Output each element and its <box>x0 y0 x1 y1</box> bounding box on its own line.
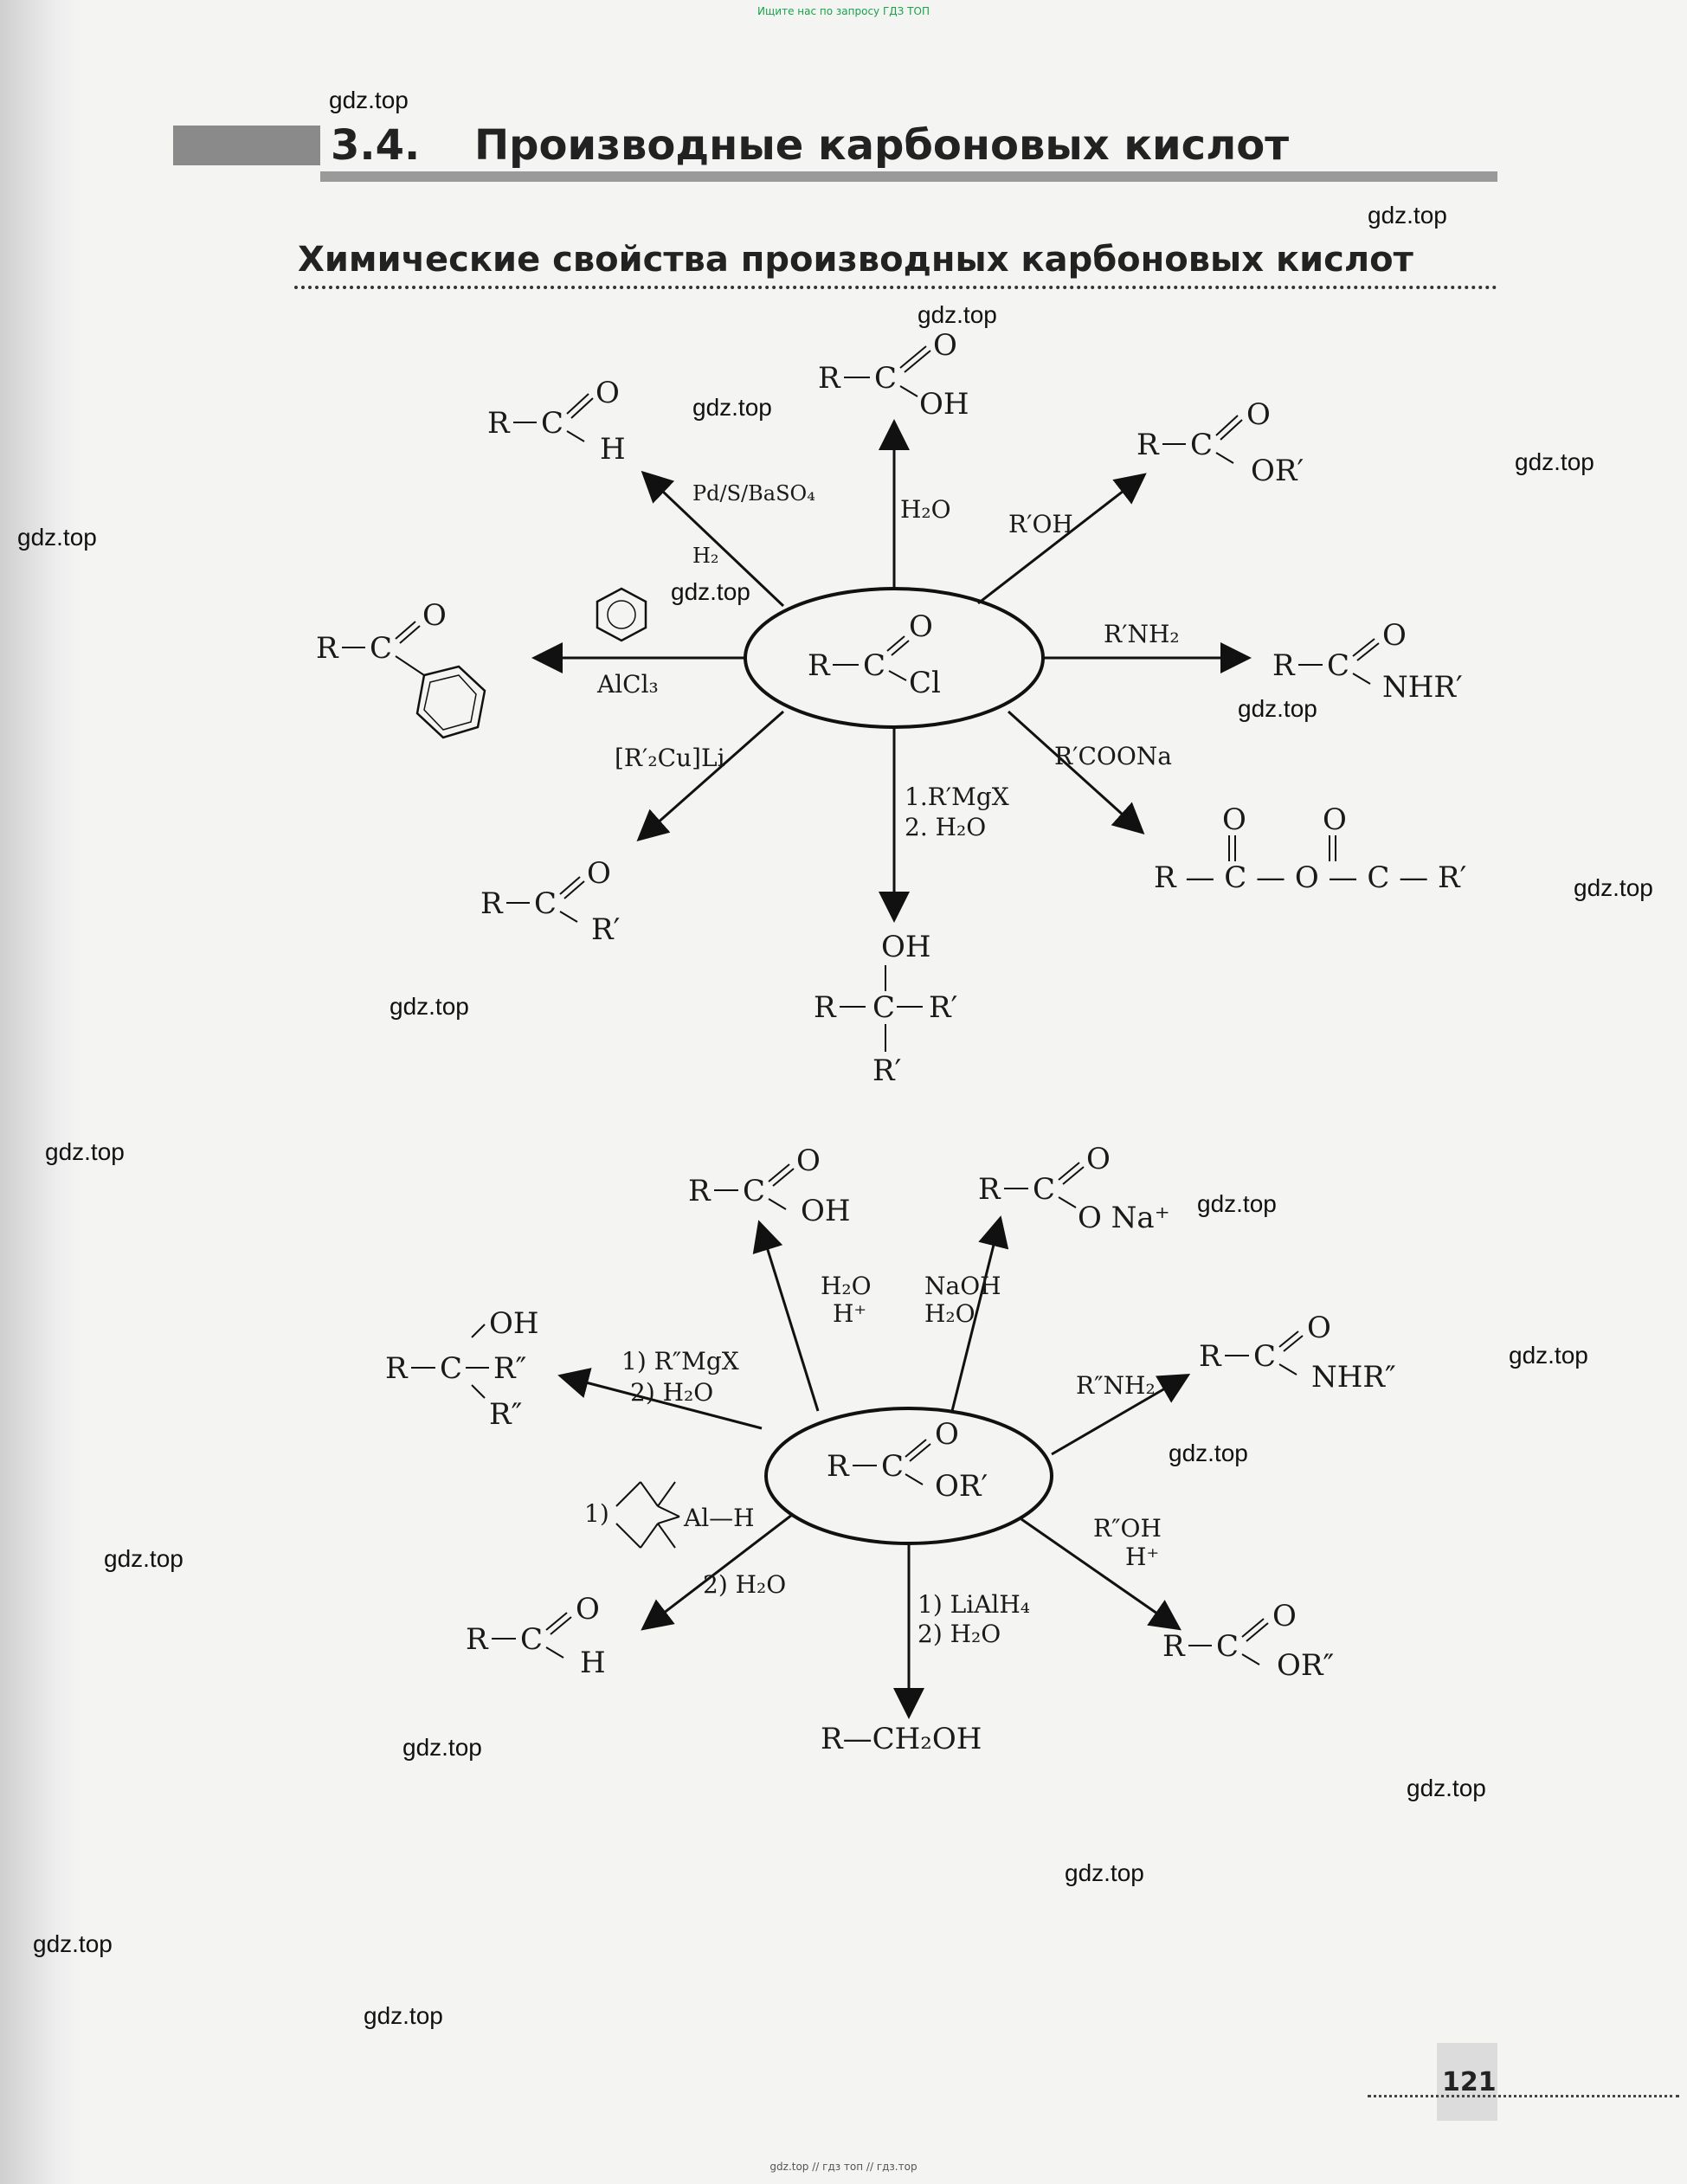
svg-text:O: O <box>1246 397 1271 432</box>
watermark: gdz.top <box>402 1734 482 1761</box>
svg-text:OH: OH <box>919 387 969 422</box>
product-anhydride <box>1154 802 1466 895</box>
reagent-h2: H₂ <box>692 544 719 568</box>
watermark: gdz.top <box>1509 1342 1588 1369</box>
watermark: gdz.top <box>329 87 409 113</box>
section-number: 3.4. <box>331 121 421 170</box>
product-tert-alcohol-1 <box>814 930 957 1088</box>
subsection-title: Химические свойства производных карбоновых кислот <box>298 240 1413 280</box>
reagent-r-nh2-2: R″NH₂ <box>1076 1371 1156 1400</box>
svg-text:NHR′: NHR′ <box>1382 670 1463 705</box>
watermark: gdz.top <box>33 1930 113 1957</box>
svg-text:R′: R′ <box>872 1053 902 1088</box>
top-note: Ищите нас по запросу ГДЗ ТОП <box>757 5 930 17</box>
svg-text:C: C <box>1033 1172 1056 1207</box>
svg-text:O: O <box>596 376 620 410</box>
center-c: C <box>863 648 886 683</box>
reagent-h2o-5: 2) H₂O <box>630 1378 714 1407</box>
bottom-note: gdz.top // гдз топ // гдз.тор <box>769 2161 918 2173</box>
reagent-dibal-1: 1) <box>584 1499 609 1528</box>
watermark: gdz.top <box>390 993 469 1020</box>
reagent-dibal-al: Al—H <box>684 1504 755 1532</box>
svg-text:C: C <box>541 406 564 441</box>
svg-text:H: H <box>600 432 626 467</box>
svg-text:C: C <box>881 1449 905 1484</box>
svg-text:OR″: OR″ <box>1277 1648 1335 1683</box>
reagent-h2o-3: H₂O <box>821 1272 872 1300</box>
watermark: gdz.top <box>1407 1775 1486 1801</box>
svg-text:R: R <box>480 886 503 921</box>
svg-text:O: O <box>576 1592 600 1627</box>
watermark: gdz.top <box>1169 1440 1248 1466</box>
svg-text:R: R <box>316 631 338 666</box>
svg-text:R′: R′ <box>591 912 621 947</box>
watermark: gdz.top <box>1197 1190 1277 1217</box>
watermark: gdz.top <box>671 578 750 605</box>
svg-text:O: O <box>1086 1142 1111 1176</box>
svg-text:C: C <box>370 631 393 666</box>
svg-text:C: C <box>1327 648 1350 683</box>
reagent-naoh: NaOH <box>924 1272 1001 1300</box>
watermark: gdz.top <box>1238 695 1317 722</box>
reagent-h2o-4: H₂O <box>924 1299 975 1328</box>
svg-text:O: O <box>796 1144 821 1178</box>
svg-text:R′: R′ <box>929 990 958 1025</box>
svg-text:OH: OH <box>881 930 931 964</box>
svg-text:OR′: OR′ <box>1251 454 1304 488</box>
svg-text:H: H <box>580 1646 606 1680</box>
svg-text:C: C <box>872 990 896 1025</box>
reagent-h-plus-2: H⁺ <box>1125 1543 1160 1571</box>
watermark: gdz.top <box>1574 874 1653 901</box>
svg-text:O: O <box>935 1417 959 1452</box>
watermark: gdz.top <box>364 2002 443 2029</box>
reagent-h-plus-1: H⁺ <box>833 1299 867 1328</box>
arrow-to-ketone <box>641 712 783 838</box>
center-r: R <box>808 648 830 683</box>
reagent-h2o-1: H₂O <box>900 495 951 524</box>
svg-text:O: O <box>933 328 957 363</box>
watermark: gdz.top <box>1515 448 1594 475</box>
reagent-r-oh-2: R″OH <box>1093 1514 1162 1543</box>
svg-text:R″: R″ <box>489 1397 523 1432</box>
product-ketone-ph <box>316 598 485 738</box>
svg-text:R: R <box>818 361 840 396</box>
benzene-reagent-icon <box>597 589 646 641</box>
svg-text:O: O <box>1382 618 1407 653</box>
product-salt <box>978 1142 1170 1235</box>
svg-text:R: R <box>385 1351 408 1386</box>
svg-text:OR′: OR′ <box>935 1469 988 1504</box>
svg-text:R: R <box>1136 428 1159 462</box>
reagent-lialh4: 1) LiAlH₄ <box>918 1590 1031 1619</box>
reagent-h2o-2: 2. H₂O <box>905 813 987 841</box>
product-acid <box>818 328 969 422</box>
svg-text:C: C <box>1190 428 1214 462</box>
product-aldehyde-1 <box>487 376 626 467</box>
svg-text:O: O <box>1222 802 1246 837</box>
watermark: gdz.top <box>17 524 97 551</box>
product-acid-2 <box>688 1144 851 1228</box>
product-ester-1 <box>1136 397 1304 488</box>
svg-text:R: R <box>978 1172 1001 1207</box>
page-number-rule <box>1368 2095 1679 2097</box>
watermark: gdz.top <box>1368 202 1447 229</box>
reagent-r-oh: R′OH <box>1008 510 1073 538</box>
svg-text:OH: OH <box>801 1194 851 1228</box>
svg-text:R — C — O — C — R′: R — C — O — C — R′ <box>1154 860 1467 895</box>
product-aldehyde-2 <box>466 1592 606 1680</box>
page-number: 121 <box>1442 2067 1497 2097</box>
svg-text:C: C <box>743 1174 766 1208</box>
svg-text:C: C <box>440 1351 463 1386</box>
reagent-rcoona: R′COONa <box>1054 742 1172 770</box>
svg-text:R: R <box>466 1622 488 1657</box>
svg-text:R: R <box>1199 1339 1221 1374</box>
reagent-cuprate: [R′₂Cu]Li <box>615 744 725 772</box>
section-title: Производные карбоновых кислот <box>474 121 1290 170</box>
svg-text:R—CH₂OH: R—CH₂OH <box>821 1722 982 1756</box>
svg-text:O Na⁺: O Na⁺ <box>1078 1201 1170 1235</box>
center-o: O <box>909 609 933 644</box>
svg-text:C: C <box>520 1622 544 1657</box>
svg-text:O: O <box>1323 802 1347 837</box>
reagent-alcl3: AlCl₃ <box>597 670 659 699</box>
svg-text:C: C <box>874 361 898 396</box>
center-x: Cl <box>909 666 941 700</box>
svg-text:NHR″: NHR″ <box>1311 1360 1396 1395</box>
watermark: gdz.top <box>692 394 772 421</box>
svg-text:OH: OH <box>489 1306 539 1341</box>
watermark: gdz.top <box>918 301 997 328</box>
arrow-to-ester <box>978 476 1143 603</box>
svg-text:R: R <box>688 1174 711 1208</box>
svg-text:O: O <box>587 856 611 891</box>
product-alcohol <box>821 1722 982 1756</box>
svg-text:O: O <box>1307 1311 1331 1345</box>
product-tert-alcohol-2 <box>385 1306 539 1432</box>
svg-text:R: R <box>487 406 510 441</box>
dibal-structure-icon <box>616 1482 679 1548</box>
watermark: gdz.top <box>45 1138 125 1165</box>
reagent-grignard-1: 1.R′MgX <box>905 783 1009 811</box>
reagent-r-nh2-1: R′NH₂ <box>1104 620 1180 648</box>
svg-text:C: C <box>534 886 557 921</box>
arrow-to-acid-2 <box>760 1225 818 1411</box>
svg-text:C: C <box>1253 1339 1277 1374</box>
product-transester <box>1162 1599 1334 1683</box>
product-amide-2 <box>1199 1311 1396 1395</box>
watermark: gdz.top <box>104 1545 184 1572</box>
svg-text:R: R <box>1162 1629 1185 1664</box>
svg-text:R: R <box>814 990 836 1025</box>
reagent-h2o-7: 2) H₂O <box>918 1620 1001 1648</box>
svg-text:R: R <box>827 1449 849 1484</box>
reagent-pd: Pd/S/BaSO₄ <box>692 481 815 506</box>
arrow-to-anhydride <box>1008 712 1141 831</box>
reagent-grignard-2: 1) R″MgX <box>621 1347 739 1375</box>
center-ellipse <box>745 589 1043 727</box>
product-amide-1 <box>1272 618 1463 705</box>
reagent-h2o-6: 2) H₂O <box>703 1570 787 1599</box>
svg-text:R″: R″ <box>493 1351 527 1386</box>
product-ketone <box>480 856 620 947</box>
svg-text:O: O <box>1272 1599 1297 1633</box>
svg-text:C: C <box>1216 1629 1239 1664</box>
watermark: gdz.top <box>1065 1859 1144 1886</box>
svg-text:O: O <box>422 598 447 633</box>
svg-text:R: R <box>1272 648 1295 683</box>
